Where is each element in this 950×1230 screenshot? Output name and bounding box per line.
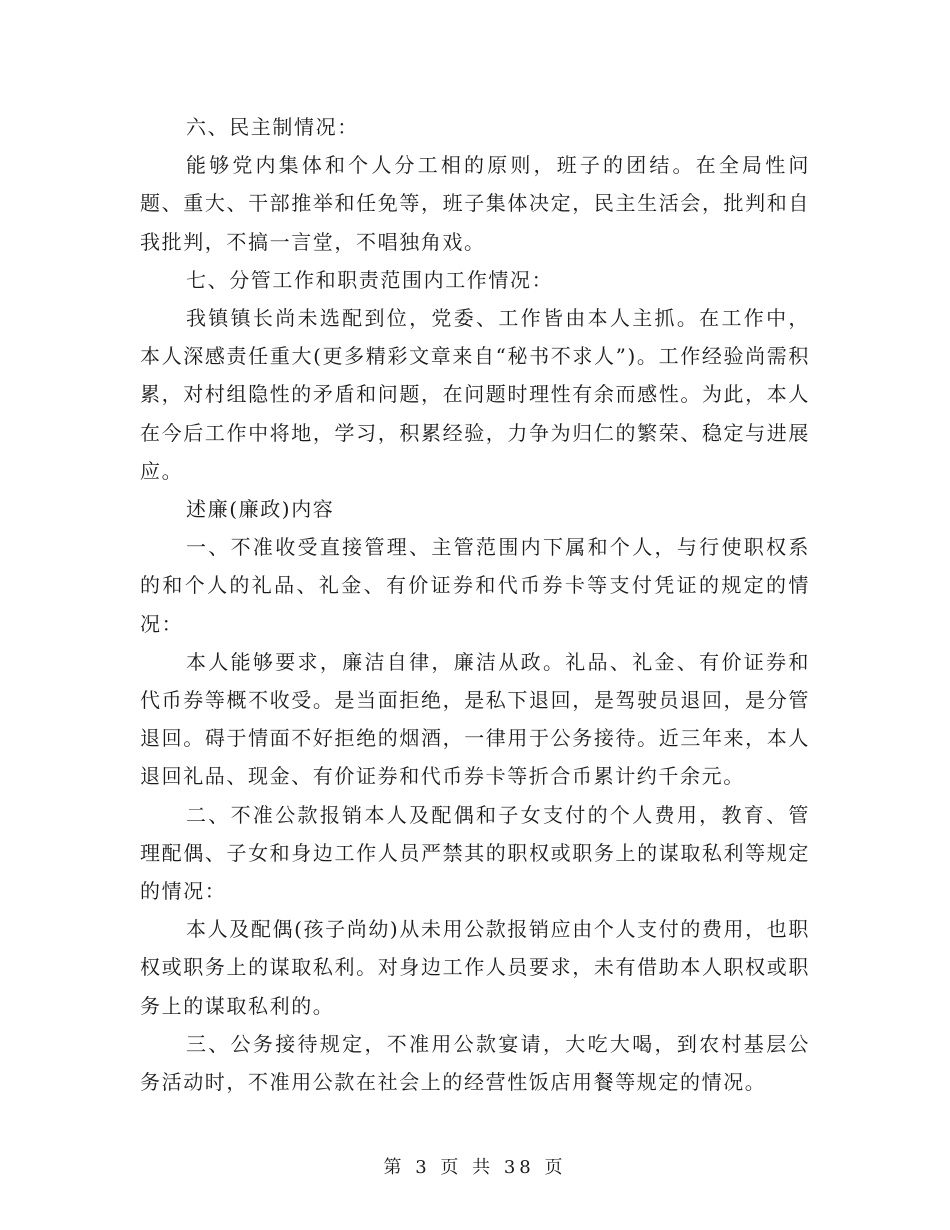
integrity-item-2-heading: 二、不准公款报销本人及配偶和子女支付的个人费用，教育、管理配偶、子女和身边工作人员严禁其的职权或职务上的谋取私利等规定的情况：	[140, 802, 810, 904]
section-heading-integrity: 述廉(廉政)内容	[186, 497, 335, 522]
page-number-footer: 第 3 页 共 38 页	[383, 1157, 567, 1178]
integrity-item-2-body: 本人及配偶(孩子尚幼)从未用公款报销应由个人支付的费用，也职权或职务上的谋取私利。对身边工作人员要求，未有借助本人职权或职务上的谋取私利的。	[140, 917, 810, 1018]
paragraph-responsibility: 我镇镇长尚未选配到位，党委、工作皆由本人主抓。在工作中，本人深感责任重大(更多精彩文章来自“秘书不求人”)。工作经验尚需积累，对村组隐性的矛盾和问题，在问题时理性有余而感性。为此，本人在今后工作中将地，学习，积累经验，力争为归仁的繁荣、稳定与进展应。	[140, 306, 810, 483]
document-body	[140, 108, 810, 1101]
integrity-item-1-body: 本人能够要求，廉洁自律，廉洁从政。礼品、礼金、有价证券和代币券等概不收受。是当面拒绝，是私下退回，是驾驶员退回，是分管退回。碍于情面不好拒绝的烟酒，一律用于公务接待。近三年来，本人退回礼品、现金、有价证券和代币券卡等折合币累计约千余元。	[140, 649, 810, 789]
paragraph-democracy: 能够党内集体和个人分工相的原则，班子的团结。在全局性问题、重大、干部推举和任免等，班子集体决定，民主生活会，批判和自我批判，不搞一言堂，不唱独角戏。	[140, 153, 810, 254]
integrity-item-1-heading: 一、不准收受直接管理、主管范围内下属和个人，与行使职权系的和个人的礼品、礼金、有价证券和代币券卡等支付凭证的规定的情况：	[140, 535, 810, 636]
section-heading-responsibility: 七、分管工作和职责范围内工作情况：	[186, 267, 554, 292]
section-heading-democracy: 六、民主制情况：	[186, 115, 359, 139]
integrity-item-3-heading: 三、公务接待规定，不准用公款宴请，大吃大喝，到农村基层公务活动时，不准用公款在社会上的经营性饭店用餐等规定的情况。	[140, 1031, 810, 1095]
